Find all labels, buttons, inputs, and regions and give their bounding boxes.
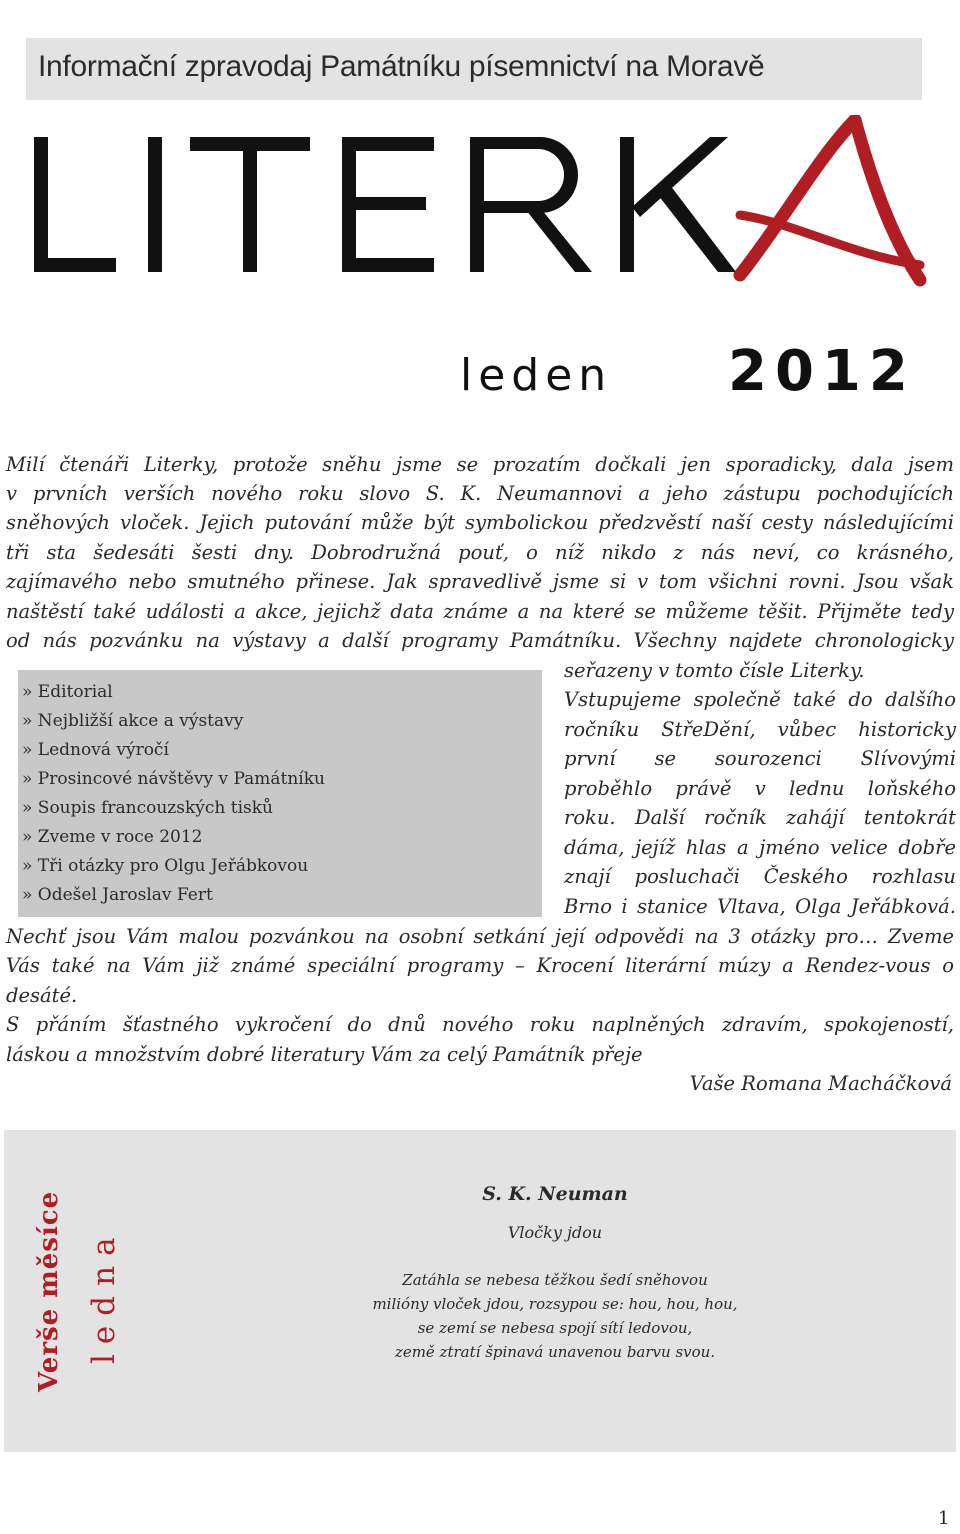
poem-line-2: milióny vloček jdou, rozsypou se: hou, hou, hou, bbox=[372, 1295, 738, 1313]
side-line-7: dáma, jejíž hlas a jméno velice dobře bbox=[564, 836, 956, 859]
poem-line-4: země ztratí špinavá unavenou barvu svou. bbox=[394, 1343, 716, 1361]
side-line-4: první se sourozenci Slívovými bbox=[564, 747, 956, 770]
signature: Vaše Romana Macháčková bbox=[689, 1072, 952, 1095]
poem-line-3: se zemí se nebesa spojí sítí ledovou, bbox=[417, 1319, 693, 1337]
toc-item[interactable]: » Odešel Jaroslav Fert bbox=[22, 885, 213, 905]
intro-line-7: od nás pozvánku na výstavy a další programy Památníku. Všechny najdete chronologicky bbox=[6, 629, 954, 652]
logo-red-a bbox=[740, 120, 920, 280]
logo-month: leden bbox=[460, 350, 613, 401]
after-line-2: Vás také na Vám již známé speciální programy – Krocení literární múzy a Rendez-vous o bbox=[6, 954, 954, 977]
page-number: 1 bbox=[938, 1508, 950, 1529]
literka-logo bbox=[20, 115, 940, 405]
side-line-9: Brno i stanice Vltava, Olga Jeřábková. bbox=[564, 895, 956, 918]
poem-line-1: Zatáhla se nebesa těžkou šedí sněhovou bbox=[402, 1271, 708, 1289]
intro-line-4: tři sta šedesáti šesti dny. Dobrodružná pouť, o níž nikdo z nás neví, co krásného, bbox=[6, 541, 954, 564]
side-line-6: roku. Další ročník zahájí tentokrát bbox=[564, 806, 956, 829]
poem-section-title: Verše měsíce bbox=[34, 1190, 64, 1392]
poem-of-month-box bbox=[4, 1130, 956, 1452]
intro-line-6: naštěstí také události a akce, jejichž data známe a na které se můžeme těšit. Přijměte tedy bbox=[6, 600, 954, 623]
masthead-banner bbox=[26, 38, 922, 100]
intro-line-1: Milí čtenáři Literky, protože sněhu jsme se prozatím dočkali jen sporadicky, dala jsem bbox=[6, 453, 954, 476]
poem-title: Vločky jdou bbox=[507, 1223, 603, 1242]
side-line-2: Vstupujeme společně také do dalšího bbox=[564, 688, 956, 711]
toc-item[interactable]: » Lednová výročí bbox=[22, 740, 169, 760]
toc-item[interactable]: » Prosincové návštěvy v Památníku bbox=[22, 769, 325, 789]
intro-line-5: zajímavého nebo smutného přinese. Jak spravedlivě jsme si v tom všichni rovni. Jsou však bbox=[6, 570, 954, 593]
toc-item[interactable]: » Soupis francouzských tisků bbox=[22, 798, 273, 818]
after-line-3: desáté. bbox=[6, 984, 78, 1007]
poem-section-month: ledna bbox=[86, 1227, 122, 1364]
side-line-5: proběhlo právě v lednu loňského bbox=[564, 777, 956, 800]
intro-line-2: v prvních verších nového roku slovo S. K. Neumannovi a jeho zástupu pochodujících bbox=[6, 482, 954, 505]
toc-item[interactable]: » Nejbližší akce a výstavy bbox=[22, 711, 244, 731]
intro-line-3: sněhových vloček. Jejich putování může být symbolickou předzvěstí naší cesty následujícími bbox=[6, 511, 954, 534]
masthead-title: Informační zpravodaj Památníku písemnictví na Moravě bbox=[38, 50, 765, 83]
table-of-contents bbox=[18, 670, 542, 917]
poem-author: S. K. Neuman bbox=[482, 1183, 628, 1205]
side-line-1: seřazeny v tomto čísle Literky. bbox=[564, 659, 865, 682]
toc-item[interactable]: » Zveme v roce 2012 bbox=[22, 827, 203, 847]
side-line-3: ročníku StřeDění, vůbec historicky bbox=[564, 718, 956, 741]
after-line-5: láskou a množstvím dobré literatury Vám za celý Památník přeje bbox=[6, 1043, 643, 1066]
toc-item[interactable]: » Editorial bbox=[22, 682, 113, 702]
logo-year: 2012 bbox=[728, 339, 916, 404]
after-line-1: Nechť jsou Vám malou pozvánkou na osobní setkání její odpovědi na 3 otázky pro… Zveme bbox=[6, 925, 954, 948]
side-line-8: znají posluchači Českého rozhlasu bbox=[564, 865, 956, 888]
after-line-4: S přáním šťastného vykročení do dnů nového roku naplněných zdravím, spokojeností, bbox=[6, 1013, 954, 1036]
toc-item[interactable]: » Tři otázky pro Olgu Jeřábkovou bbox=[22, 856, 309, 876]
